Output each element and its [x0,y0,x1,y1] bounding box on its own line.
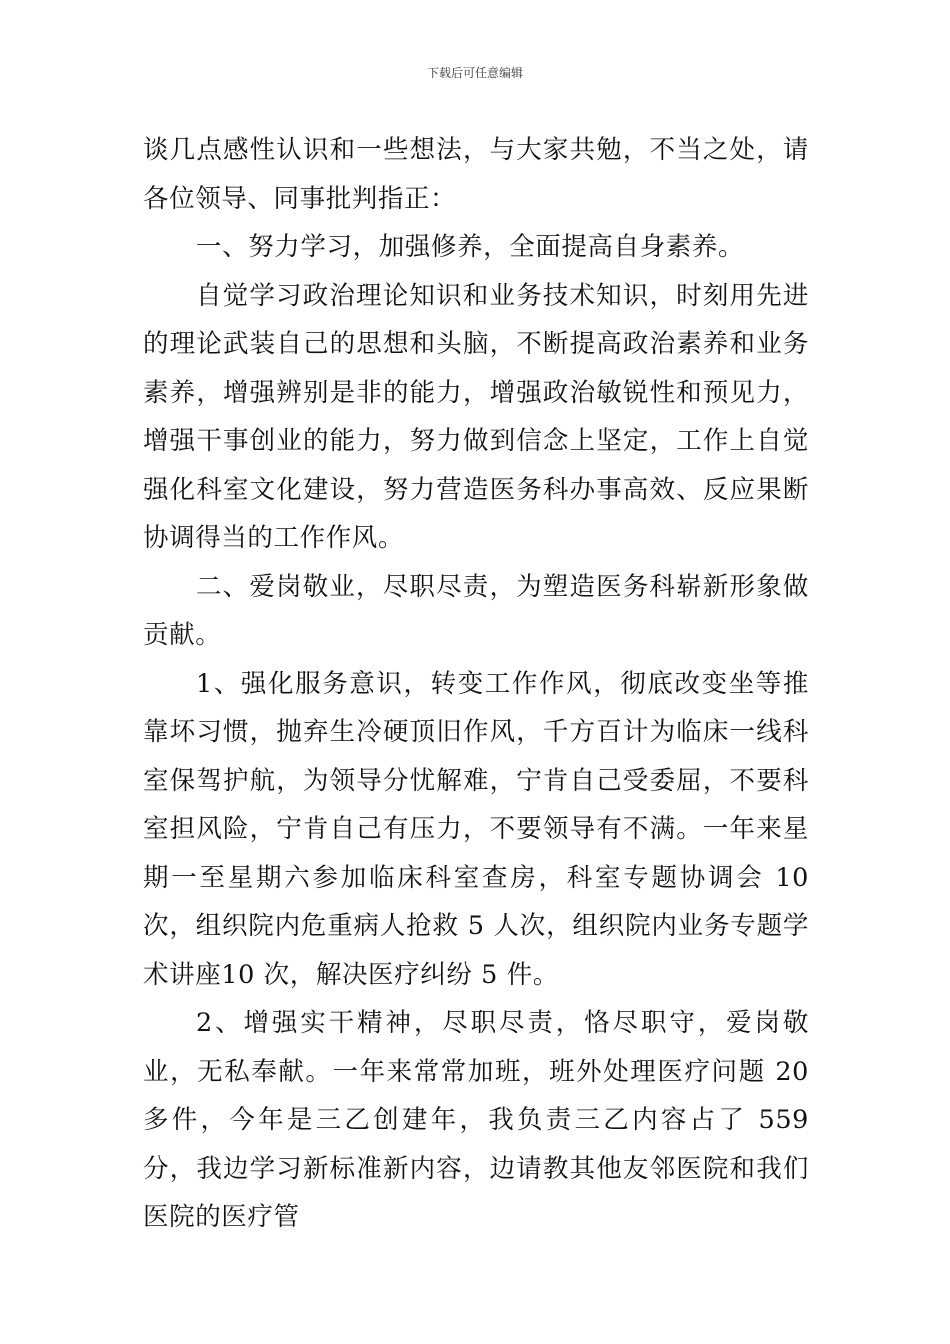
section-heading-1: 一、努力学习，加强修养，全面提高自身素养。 [196,232,745,262]
section-heading-2: 二、爱岗敬业，尽职尽责，为塑造医务科崭新形象做贡献。 [143,571,809,650]
paragraph-service: 1、强化服务意识，转变工作作风，彻底改变坐等推靠坏习惯，抛弃生冷硬顶旧作风，千方百计为临床一线科室保驾护航，为领导分忧解难，宁肯自己受委屈，不要科室担风险，宁肯自己有压力，不要领导有不满。一年来星期一至星期六参加临床科室查房，科室专题协调会 10 次，组织院内危重病人抢救 5 人次，组织院内业务专题学术讲座10 次，解决医疗纠纷 5 件。 [143,668,809,990]
document-body [143,126,809,1242]
paragraph-study: 自觉学习政治理论知识和业务技术知识，时刻用先进的理论武装自己的思想和头脑，不断提高政治素养和业务素养，增强辨别是非的能力，增强政治敏锐性和预见力，增强干事创业的能力，努力做到信念上坚定，工作上自觉强化科室文化建设，努力营造医务科办事高效、反应果断协调得当的工作作风。 [143,280,809,553]
header-note: 下载后可任意编辑 [426,66,523,80]
paragraph-intro: 谈几点感性认识和一些想法，与大家共勉，不当之处，请各位领导、同事批判指正： [143,135,809,214]
paragraph-dedication: 2、增强实干精神，尽职尽责，恪尽职守，爱岗敬业，无私奉献。一年来常常加班，班外处理医疗问题 20 多件，今年是三乙创建年，我负责三乙内容占了 559 分，我边学习新标准新内容，边请教其他友邻医院和我们医院的医疗管 [143,1008,809,1232]
